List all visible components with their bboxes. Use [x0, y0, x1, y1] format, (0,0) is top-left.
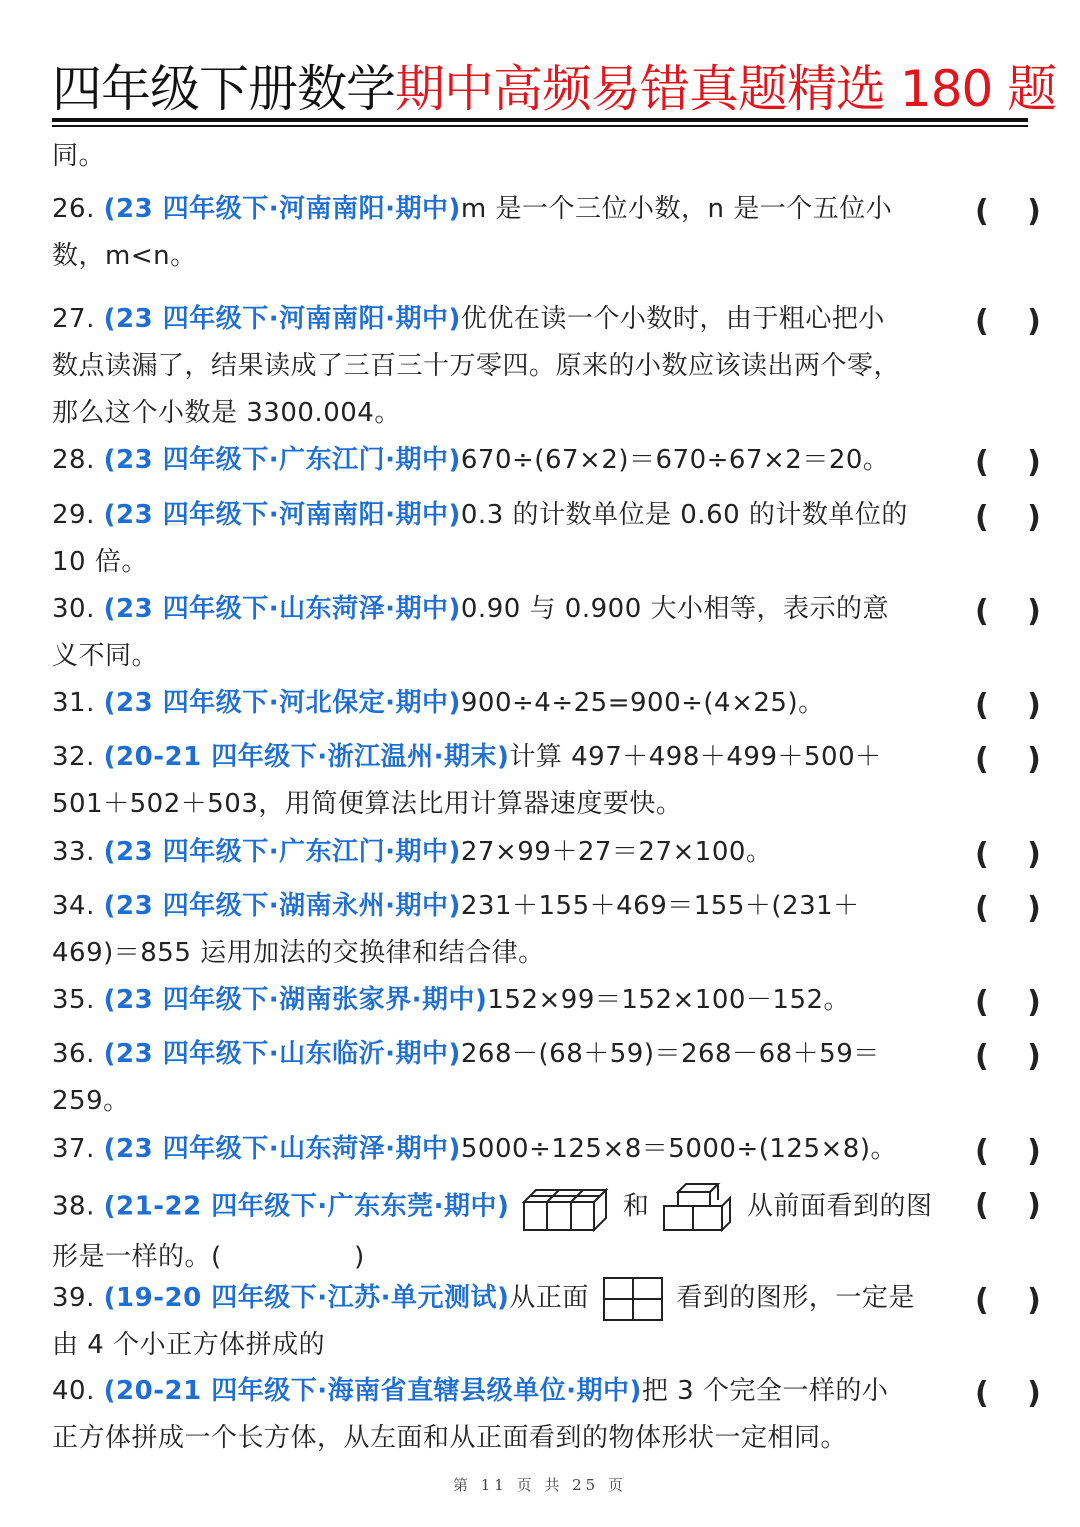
- question-number: 35.: [52, 985, 95, 1015]
- question-27: [52, 296, 952, 437]
- answer-parens-38[interactable]: ( ): [975, 1188, 1055, 1223]
- question-source: (23 四年级下·山东菏泽·期中): [103, 1134, 461, 1164]
- question-number: 36.: [52, 1039, 95, 1069]
- answer-parens-35[interactable]: ( ): [975, 985, 1055, 1020]
- question-text-line2: 义不同。: [52, 641, 159, 671]
- answer-parens-37[interactable]: ( ): [975, 1134, 1055, 1169]
- question-source: (23 四年级下·河南南阳·期中): [103, 500, 461, 530]
- question-number: 32.: [52, 742, 95, 772]
- question-source: (19-20 四年级下·江苏·单元测试): [103, 1283, 510, 1313]
- question-source: (23 四年级下·湖南张家界·期中): [103, 985, 488, 1015]
- question-number: 26.: [52, 194, 95, 224]
- question-text-line1: 5000÷125×8＝5000÷(125×8)。: [460, 1134, 897, 1164]
- question-text-line2: 正方体拼成一个长方体，从左面和从正面看到的物体形状一定相同。: [52, 1423, 848, 1453]
- question-number: 33.: [52, 837, 95, 867]
- question-number: 30.: [52, 594, 95, 624]
- question-text-line1: 670÷(67×2)＝670÷67×2＝20。: [460, 445, 890, 475]
- question-text-line1: 268－(68＋59)＝268－68＋59＝: [460, 1039, 880, 1069]
- question-36: [52, 1031, 952, 1125]
- question-number: 27.: [52, 304, 95, 334]
- question-text-line2: 由 4 个小正方体拼成的: [52, 1330, 326, 1360]
- question-text-line2: 259。: [52, 1086, 130, 1116]
- question-source: (23 四年级下·广东江门·期中): [103, 445, 461, 475]
- question-source: (23 四年级下·河北保定·期中): [103, 688, 461, 718]
- question-32: [52, 734, 952, 828]
- question-26: [52, 186, 952, 280]
- title-rule-thin: [52, 125, 1028, 127]
- question-source: (23 四年级下·河南南阳·期中): [103, 304, 461, 334]
- question-40: [52, 1368, 952, 1462]
- question-number: 29.: [52, 500, 95, 530]
- question-33: [52, 829, 952, 876]
- question-text-line1: m 是一个三位小数，n 是一个五位小: [460, 194, 893, 224]
- answer-parens-26[interactable]: ( ): [975, 194, 1055, 229]
- front-view-grid-figure: [602, 1276, 664, 1322]
- cube-stack-figure-b: [662, 1180, 734, 1234]
- answer-parens-40[interactable]: ( ): [975, 1376, 1055, 1411]
- question-number: 40.: [52, 1376, 95, 1406]
- question-source: (20-21 四年级下·浙江温州·期末): [103, 742, 510, 772]
- page-title: [52, 58, 1057, 120]
- question-source: (20-21 四年级下·海南省直辖县级单位·期中): [103, 1376, 642, 1406]
- title-rule-thick: [52, 118, 1028, 122]
- question-number: 37.: [52, 1134, 95, 1164]
- question-source: (23 四年级下·河南南阳·期中): [103, 194, 461, 224]
- question-text-line1: 从前面看到的图: [746, 1191, 933, 1222]
- question-text-line2: 501＋502＋503，用简便算法比用计算器速度要快。: [52, 789, 683, 819]
- question-text-line2: 469)＝855 运用加法的交换律和结合律。: [52, 938, 545, 968]
- question-text-line2: 形是一样的。( ): [52, 1242, 365, 1272]
- question-text-line2: 数点读漏了，结果读成了三百三十万零四。原来的小数应该读出两个零，: [52, 351, 901, 381]
- question-35: [52, 977, 952, 1024]
- question-source: (23 四年级下·山东菏泽·期中): [103, 594, 461, 624]
- question-31: [52, 680, 952, 727]
- question-text-line1: 优优在读一个小数时，由于粗心把小: [460, 304, 885, 334]
- question-number: 31.: [52, 688, 95, 718]
- question-connector: 和: [622, 1191, 650, 1222]
- question-text-pre: 从正面: [509, 1283, 589, 1313]
- answer-parens-31[interactable]: ( ): [975, 688, 1055, 723]
- question-text-line1: 27×99＋27＝27×100。: [460, 837, 773, 867]
- question-30: [52, 586, 952, 680]
- question-source: (21-22 四年级下·广东东莞·期中): [103, 1191, 510, 1222]
- question-text-line1: 231＋155＋469＝155＋(231＋: [460, 891, 860, 921]
- question-source: (23 四年级下·广东江门·期中): [103, 837, 461, 867]
- question-38: [52, 1180, 952, 1281]
- cube-stack-figure-a: [522, 1180, 610, 1234]
- answer-parens-39[interactable]: ( ): [975, 1283, 1055, 1318]
- question-text-line2: 10 倍。: [52, 547, 148, 577]
- question-text-line1: 看到的图形，一定是: [676, 1283, 915, 1313]
- question-39: [52, 1275, 952, 1369]
- answer-parens-36[interactable]: ( ): [975, 1039, 1055, 1074]
- question-text-line3: 那么这个小数是 3300.004。: [52, 398, 401, 428]
- title-red-part: 期中高频易错真题精选 180 题: [395, 60, 1057, 118]
- question-37: [52, 1126, 952, 1173]
- answer-parens-34[interactable]: ( ): [975, 891, 1055, 926]
- question-text-line1: 0.90 与 0.900 大小相等，表示的意: [460, 594, 890, 624]
- question-number: 39.: [52, 1283, 95, 1313]
- question-source: (23 四年级下·湖南永州·期中): [103, 891, 461, 921]
- question-29: [52, 492, 952, 586]
- page-footer: 第 11 页 共 25 页: [452, 1476, 627, 1494]
- question-text-line1: 计算 497＋498＋499＋500＋: [509, 742, 882, 772]
- question-text-line1: 900÷4÷25=900÷(4×25)。: [460, 688, 825, 718]
- answer-parens-29[interactable]: ( ): [975, 500, 1055, 535]
- question-text-line2: 数，m<n。: [52, 241, 197, 271]
- question-34: [52, 883, 952, 977]
- question-text-line1: 把 3 个完全一样的小: [641, 1376, 889, 1406]
- question-number: 38.: [52, 1191, 95, 1222]
- title-black-part: 四年级下册数学: [52, 60, 395, 118]
- continuation-text: 同。: [52, 141, 106, 171]
- answer-parens-33[interactable]: ( ): [975, 837, 1055, 872]
- answer-parens-28[interactable]: ( ): [975, 445, 1055, 480]
- answer-parens-30[interactable]: ( ): [975, 594, 1055, 629]
- question-text-line1: 0.3 的计数单位是 0.60 的计数单位的: [460, 500, 908, 530]
- question-28: [52, 437, 952, 484]
- question-text-line1: 152×99＝152×100－152。: [487, 985, 851, 1015]
- answer-parens-27[interactable]: ( ): [975, 304, 1055, 339]
- question-number: 34.: [52, 891, 95, 921]
- question-source: (23 四年级下·山东临沂·期中): [103, 1039, 461, 1069]
- answer-parens-32[interactable]: ( ): [975, 742, 1055, 777]
- question-number: 28.: [52, 445, 95, 475]
